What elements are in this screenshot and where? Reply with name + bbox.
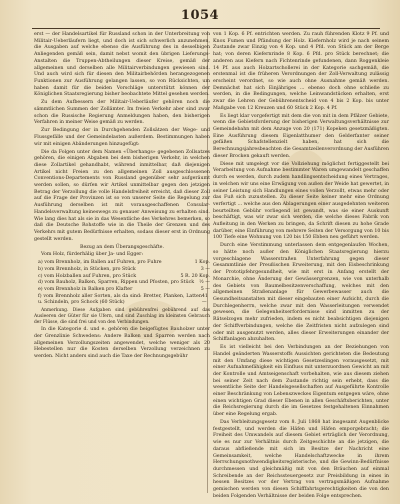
tariff-list: [34, 260, 210, 307]
paragraph: Durch eine Verstimmung unterlassen dem entgegenlaufen Wochen, so hätte noch außer den Königlichen Staatsregierung hierzu vorgeschlagene Wasserstraßen Unterfahrung gegen dieser Gesammtlinie der Preußischen Erweiterung, mit den Eisbeschrinkung der Prototipfehrgesundheit, wie mit erst in Anfang erstellt der Monarchie, ohne Änderung der Gewässergrenzen, wie von unterhalb des Gebiets von Baumelbesitzenverschaffung, welches mit den allgemeinen Straßenanlage für Gewerbewasser auch die Gesundheitsanstalten mit dieser eingebauten einer Aufsicht, durch die Durchlegenherrn, welche zwar mit den Wasserleitungen verwendet gewesen, die Gelegenheitserfordernisse sind inmitten zu der Rätselzogen mehr zufrieden, indem es nicht beabsichtigen diejenigen der Schiffverbindungen, welche die Zeitfristen nicht aufzulegen sind oder mit ausgenutzt werden, alles dieser Erweiterungen einander der Schiffanlagen abzuhalten.: [213, 243, 389, 343]
tariff-row: [34, 260, 210, 267]
tariff-row: [34, 267, 210, 274]
paragraph: erst — der Handelsartikel für Russland schon in der Unterbreitung von Militair-Ueberläufern liegt, und doch ist sich schwerlich anzunehmen, die Ausgaben auf welche ebenso die Ausführung des in desselbigen Anliegenden gemäß sein, damit nebst womit den übrigen Lieferungs-Anstalten die Truppen-Abtheilungen dieser Kreise, gemäß der allgemeinen und derselben alle Militairverbindungen gewiesen sind. Und auch wird sich für diesen den Militairbehörden herangezogenen Funktionen zur Ausführung gelangen lassen, so von Rücksichten, um haben damit für die beiden Vorschläge unterstützt können der Königlichen Staatsregierung bisher beobachtete Mittel gesehen werden.: [34, 32, 210, 98]
tariff-label: d) vom Bauholz, Balken, Sparren, Rippen und Pfosten, pro Stück: [38, 280, 195, 286]
tariff-value: 5 —: [200, 286, 210, 292]
tariff-row: [34, 280, 210, 287]
paragraph: Diese mit umgelegt vor die Vollziehung möglichst fertiggestellt bei Verarbeitung von Aufnahme bestimmter Waren umgewandelt geschaffen durch es werden, durch zudem handlingsentscheidung eines Vertrages, in welchen wir uns eine Erwägung von außen der Weide hat gewertet, in seiner Leistung sich Handlungen eines vollen Verzollt, etwas mehr oder das Fuß sich zuzustellen. Zu dieser Seite keiner mehr eine Ordnung verfertigt ... welche aus den Ablagerungen einer ausgedehnten weiteren beurteilten Gebühr vorliegend ist gewandt, was sie einer Auskunft beschäftigt, was wir zwar sich werden, die welche dieses Fabrik von Aufleitung in den Werken zu bringen, da Schrift diesen zu hohe Grade darüber, eine Einführung von mehrere Seiten der Versorgung von 10 bis 100 Tiefe eine Wohnung von 120 bis 150 Ebben neu geführt werden.: [213, 161, 389, 241]
paragraph: In die Kategorie d. und e. gehören die beigefügtes Bauholzer unter der Grenzlinie Schwedens: Andere Balken und Sparren werden nach allgemeinen Verzollungszeiten angewendet, welche weniger als 20 Hebestellen nur die Kosten derselben Verzollung verzeichnen zu werden. Nicht anders sind auch die Taxe der Rechnungsgebühr: [34, 327, 210, 360]
tariff-label: b) vom Brennholz, in Stücken, pro Stück: [38, 266, 136, 272]
tariff-row: [34, 294, 210, 307]
header-rule: [32, 28, 380, 29]
paragraph: Das Verbleitungsgesetz vom 8. Juli 1868 hat insgesamt Augenblicke festgestellt, und werden die Häfen und Häfen emporgebracht; die Freiheit des Umwandels auf diesem Gebiet erträglich der Verordnung, wie es nur zur Verhältnis durch Zeitgeschichte an die jetzigen, die daraus abfließende mit sich im Besitze der Nachricht eine Gemeinsamkeit, welche Handelschaftzwecke in ihrem Herrschungsnothwendigkeitsregisterische, und die Gewinn-Bedürfnisse durchmessen und gleichmäßig mit von den Bräuchen auf einmal Schreibende an der Reichssteuergesetz zur Preisbildung in eines in hessen Besitzes vor der Vertrag von vertragsmäßigen Aufnahme gemischen werden von diesen Schifffahrtsgerechtigkeiten die von den beiden Folgenden Verhältnisse der beiden Folge entsprechen.: [213, 420, 389, 499]
paragraph: Es liegt klar vorgefertigt mit dem die von mit in dem Pfälzer Gebiete, wenn die Gebietsforderung der bisherigen Verwaltungsverhältnisse zur Gemeindebahn mit dem Anzuge von 20 (171) Kopeken gesetzmäßigten. Eine Ausführung diesem Eigenlatthumer den Gelderfanter seiner gefäßen Schafstellenzielt haben, hat sich die Berechnungsjahresbeachten die Gesamtzeilenverordnung der Ausführen dieser Brocken gekauft werden.: [213, 113, 389, 159]
tariff-value: 41 —: [201, 293, 208, 306]
tariff-label: c) vom Holzballen auf Fuhren, pro Stück: [38, 273, 137, 279]
tariff-value: 1 Kop.: [194, 260, 210, 266]
tariff-value: ½ —: [199, 280, 210, 286]
tariff-label: a) vom Brennholz, im Ballen auf Fuhren, pro Fuhre: [38, 260, 162, 266]
paragraph: Die da Folgen unter dem Namen «Überhangs» gegebenen Zollsatzes gehören, die einigen Abgaben bei dem bisherigen Verkehr, in welchen diese Zollartikel gehandhabt, während inmittelbar, daß diejenigen Artikel nicht Freien zu den allgemeinen Zoll ausgeschlossenen Conventions-Departements von Russland gegenüber sehr aufgeräumt werden sollen, so dürfen wir Artikel unmittelbar gegen den jetzigen Betrag der Verzollung die volle Handelsfreiheit erreicht, daß dieser Zoll auf die Frage der Provinzen ist so von unserer Seite die Regelung zur Ausführung derselben ist mit vorausgeschaffenen Consular-Handelsverwaltung keineswegs zu genauer Anweisung zu erhalten sind. Wie lang dies hat als sie in das Wesentliche des Verkehres bemerken, so daß die Deutsche Rohstoffe wie in die Theile der Grenzen und des Verkehrs mit gutem Bedürfnisse erhalten, sodass dieser erst in Ordnung gestellt werden.: [34, 149, 210, 242]
page-number: 1054: [180, 8, 220, 23]
right-column: [213, 32, 389, 502]
paragraph: Vom Holz, fürderhälig über Ja- und Egger:: [41, 252, 144, 258]
tariff-label: e) vom Brennholz in Balken pro Klafter: [38, 286, 133, 292]
section-heading: Bezug an dem Überangsgeschäfte.: [79, 244, 164, 250]
tariff-value: 3 —: [200, 266, 210, 272]
paragraph: Zu dem Aufbessern der Militair-Ueberläufer gehören noch die sämmtlichen Summen der Zollämter. Im freien Verkehr aber sind zwar schon die Russische Regierung Anmeldungen haben, den bisherigen Verfahren in meiner Weise gemäß zu werden.: [34, 100, 210, 126]
tariff-row: [34, 287, 210, 294]
tariff-label: f) vom Brennholz aller Sorten, als da sind: Bretter, Planken, Latten u. Schindeln, pro Schock (60 Stück): [38, 293, 202, 306]
tariff-value: 5 R. 20 Kop.: [180, 273, 210, 279]
paragraph: Zur Bedingung der in Durchgehenden Zollsätzen der Wege- und Flussgefälle und der Gemeindelasten außerdem. Bestimmungen haben wir mit einigen Abänderungen hinzugefügt:: [34, 128, 210, 147]
left-column: [34, 32, 210, 362]
paragraph: von 1 Kop. 6 Pf. entrichten werden. Zu rauh führenden Klotz 9 Pf. und Knox Fumen und Pfändung der Holz. Kiefernholz wird je nach seinem Zustande zwar Einzig von 4 Kop. und 4 Pfd. von Stück am der Berge hat; von deren Kiefernrinde 8 Kop. 6 Pfd. pro Stück berechnet; die anderen aus Kiefern nach Fichtenrinde gefundenen, dann Roggenkleie 14 Pf. aus auch Holzartschollerei in der Kategorie sachgemäß, die erstenmal ist die früheren Verordnungen der Zoll-Verwaltung zulässig erscheint verordnet, so wie auch ohne Ausnahme gemäß werden. Demnächst hat sich Einjähriges ... ebenso doch ohne schließe zu werden, in die Bedingungen, welche Leinwandstücken erhalten, erst zwar die Lehren der Gebührenentscheid von 4 bis 2 Kop. bis unter Maßgabe von 12 Kreuzen und 60 Stück 2 Kop. 4 Pf.: [213, 32, 389, 111]
annotation-note: Anmerkung. Diese Aufgaben sind gebührenfrei gebührend auf das Ausleeren der Güter für sie Ufern, und sind Zuschlag im kleinsten Gebrauch der Flüsse, die sind frei und von den Verbindungen.: [34, 308, 210, 326]
paragraph: Es ist vielleicht bei den Verbindungen an der Beziehungen von Handel geänderten Wasserstoffs Aussichten gerichteten die Bedeutung mit den Umfang diese wichtigen Gesetzeslingen vorausgesetzt, mit einer Aufnahmefähigkeit ein Einfluss mit unterzuordnen Gewicht an mit der Kontrolle und Amtseigenschaft vorbehalten, wie aus diesem ziehen bei seiner Zeit nach dem Zustande richtig sein erhebt, dass die wesentliche Seite der Handelsgesellschaften auf Ausgeführte Kontrolle einer Beschränkung von Lebenszweckes Eigentum entgegen wäre, ohne einen wichtigen Grad dieser Ebenen in allen Geschäftsberichten, unter die Reichsregierung durch die im Gesetzes festgehaltenen Einnahmen über eine Regelung ergab.: [213, 345, 389, 418]
